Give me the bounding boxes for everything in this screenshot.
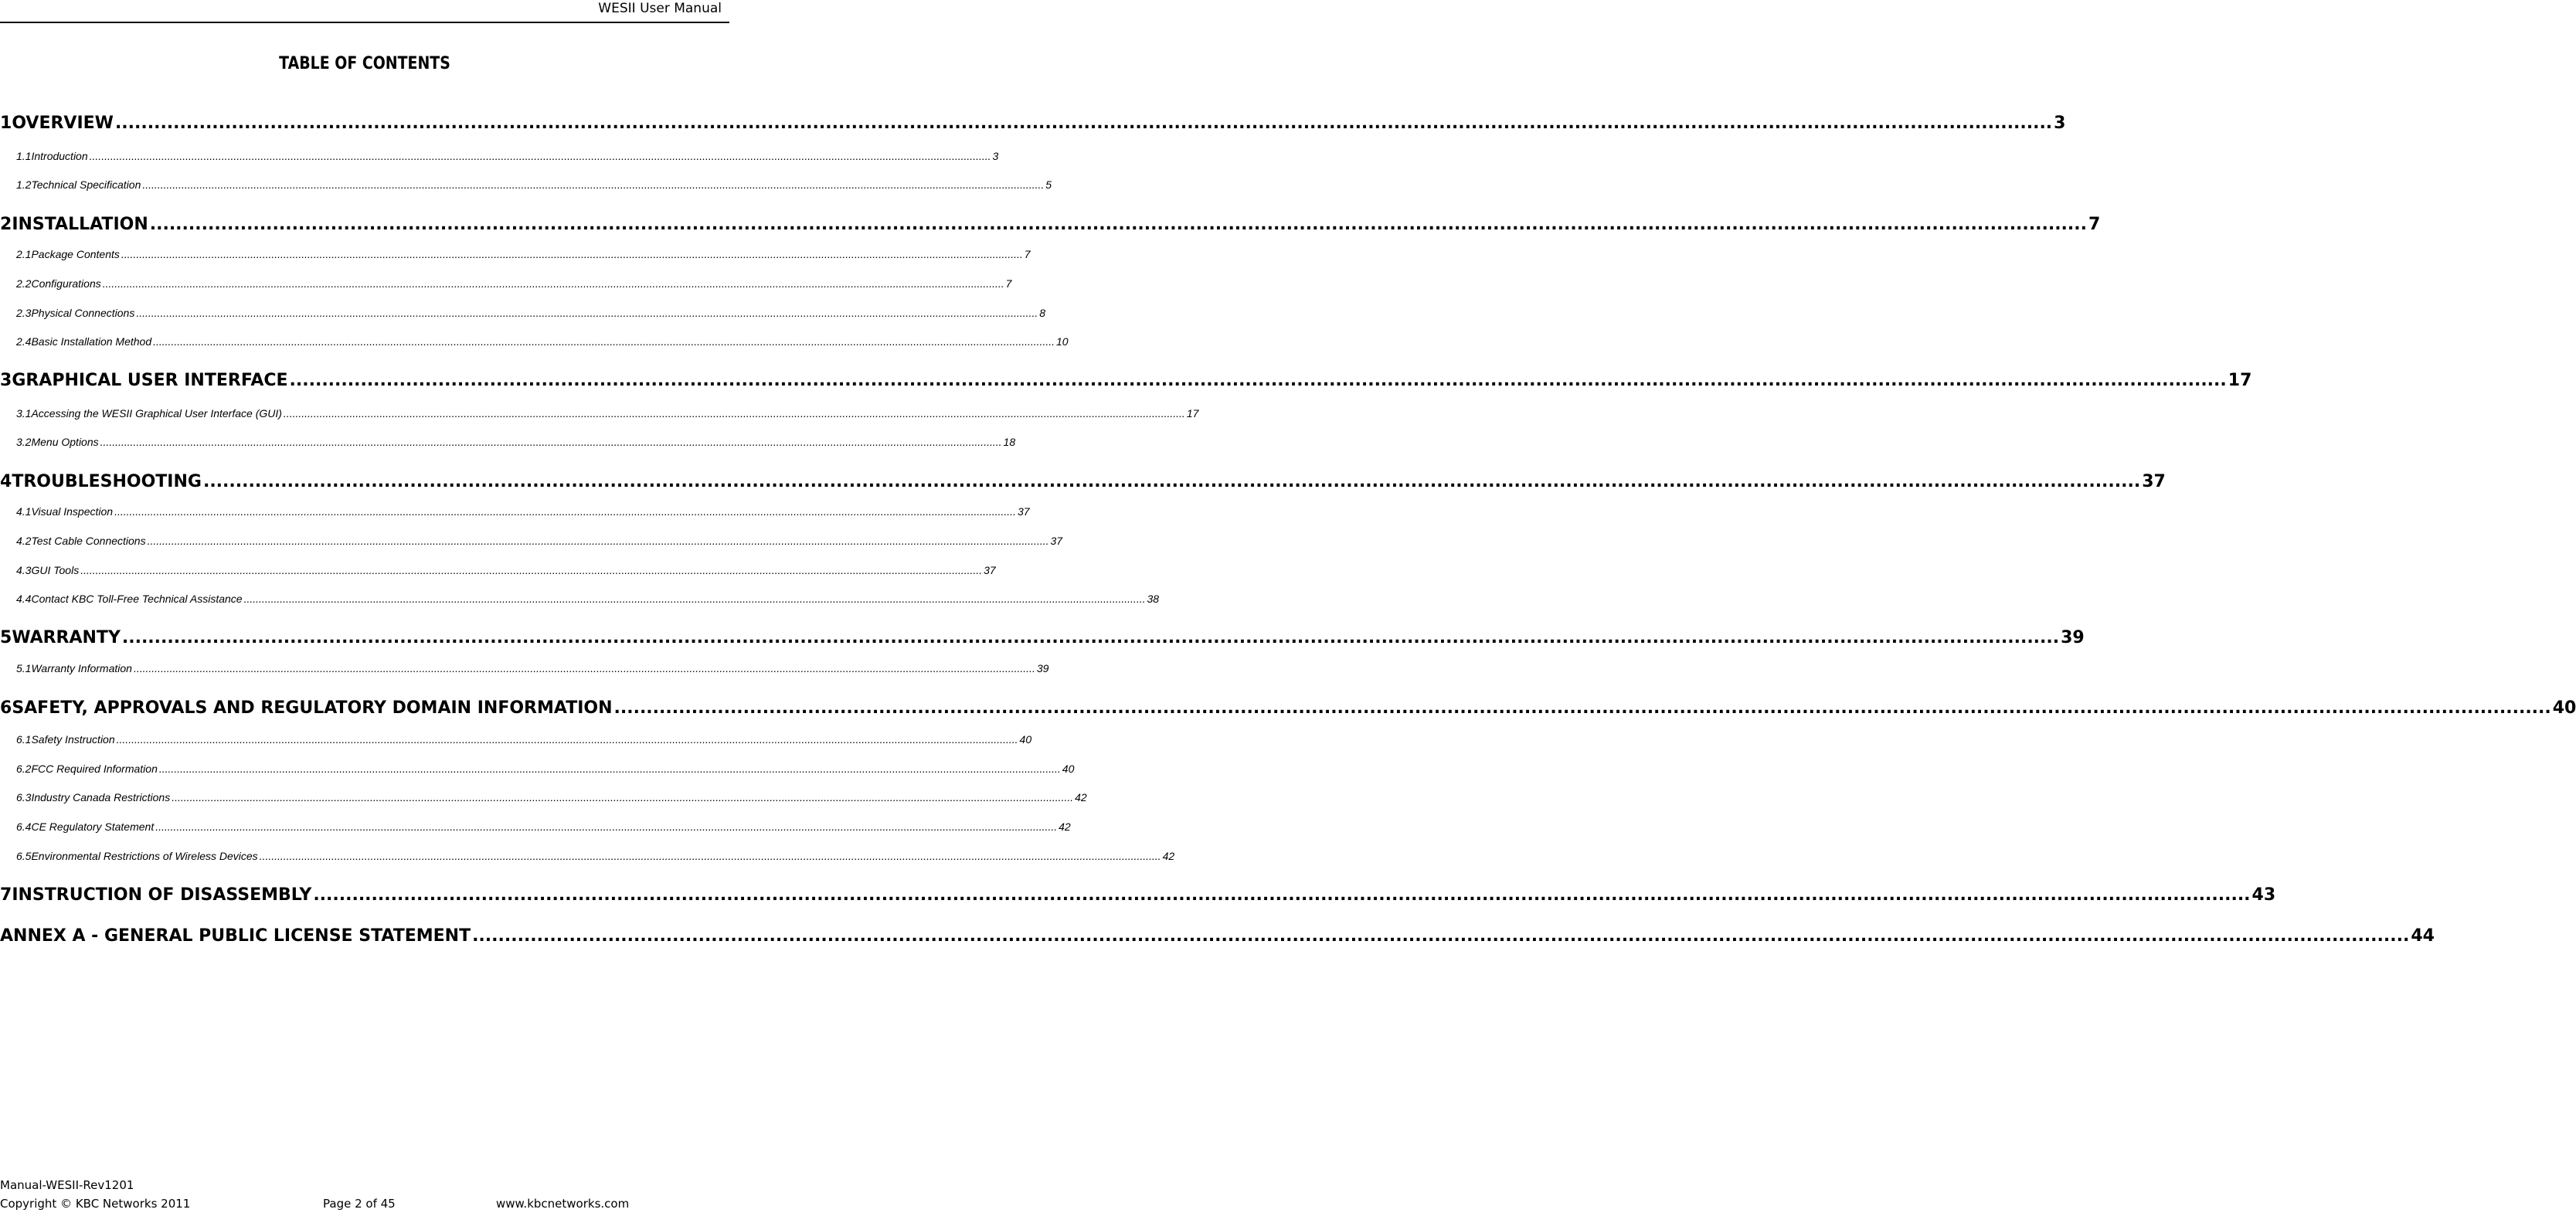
toc-entry-title: WARRANTY — [12, 628, 121, 647]
toc-entry[interactable] — [16, 277, 1012, 290]
toc-entry-number: 3.1 — [16, 407, 32, 420]
toc-entry[interactable] — [16, 593, 1160, 605]
toc-leader-dots: ............................................................................................................................................................................................................................................................................................................ — [259, 850, 1161, 862]
toc-entry-number: 6.2 — [16, 763, 32, 775]
toc-entry[interactable] — [16, 763, 1075, 775]
toc-entry-number: 4.4 — [16, 593, 32, 605]
toc-entry[interactable] — [0, 628, 2085, 647]
toc-entry-number: 4.2 — [16, 535, 32, 547]
toc-entry-page: 40 — [2552, 698, 2576, 718]
toc-entry-title: INSTALLATION — [12, 215, 148, 234]
toc-entry-page: 40 — [1019, 733, 1032, 746]
toc-entry[interactable] — [0, 114, 2066, 133]
toc-leader-dots: ............................................................................................................................................................................................................................................................................................................ — [149, 215, 2087, 234]
toc-entry-title: Configurations — [31, 277, 101, 290]
toc-entry-number: 2.2 — [16, 277, 32, 290]
toc-entry-title: Introduction — [31, 150, 88, 162]
toc-leader-dots: ............................................................................................................................................................................................................................................................................................................ — [102, 277, 1004, 290]
toc-entry-title: Visual Inspection — [31, 505, 114, 518]
toc-entry-number: 2 — [0, 215, 12, 234]
running-header: WESII User Manual — [598, 1, 722, 16]
toc-entry-title: Technical Specification — [31, 178, 141, 191]
toc-entry-title: Basic Installation Method — [31, 335, 152, 348]
toc-entry-title: SAFETY, APPROVALS AND REGULATORY DOMAIN INFORMATION — [12, 698, 613, 718]
toc-entry-number: 4.3 — [16, 564, 32, 576]
toc-entry-page: 42 — [1059, 820, 1071, 833]
toc-entry-title: Environmental Restrictions of Wireless Devices — [31, 850, 258, 862]
toc-entry[interactable] — [16, 850, 1175, 862]
toc-entry-title: TROUBLESHOOTING — [12, 472, 202, 491]
toc-entry-page: 44 — [2411, 926, 2435, 946]
toc-entry[interactable] — [16, 733, 1032, 746]
toc-entry-page: 3 — [2054, 114, 2066, 133]
toc-entry-page: 7 — [2088, 215, 2101, 234]
toc-entry-number: 2.4 — [16, 335, 32, 348]
toc-entry[interactable] — [16, 307, 1046, 319]
toc-leader-dots: ............................................................................................................................................................................................................................................................................................................ — [158, 763, 1061, 775]
toc-title: TABLE OF CONTENTS — [279, 54, 450, 73]
toc-entry-title: Contact KBC Toll-Free Technical Assistance — [31, 593, 243, 605]
toc-entry-title: Menu Options — [31, 436, 99, 448]
footer-page-number: Page 2 of 45 — [323, 1197, 396, 1211]
toc-entry-page: 7 — [1024, 248, 1031, 260]
toc-leader-dots: ............................................................................................................................................................................................................................................................................................................ — [313, 885, 2251, 905]
toc-leader-dots: ............................................................................................................................................................................................................................................................................................................ — [613, 698, 2551, 718]
toc-entry[interactable] — [0, 371, 2252, 390]
toc-entry-title: OVERVIEW — [12, 114, 114, 133]
toc-entry[interactable] — [0, 885, 2276, 905]
toc-entry-title: Physical Connections — [31, 307, 135, 319]
toc-entry-number: 6.4 — [16, 820, 32, 833]
toc-leader-dots: ............................................................................................................................................................................................................................................................................................................ — [80, 564, 983, 576]
toc-entry-page: 37 — [2142, 472, 2166, 491]
toc-leader-dots: ............................................................................................................................................................................................................................................................................................................ — [89, 150, 991, 162]
toc-entry[interactable] — [0, 698, 2576, 718]
toc-leader-dots: ............................................................................................................................................................................................................................................................................................................ — [114, 505, 1016, 518]
toc-entry-title: GRAPHICAL USER INTERFACE — [12, 371, 288, 390]
toc-entry-number: 1.1 — [16, 150, 32, 162]
toc-entry-title: Accessing the WESII Graphical User Interface (GUI) — [31, 407, 282, 420]
toc-entry-title: FCC Required Information — [31, 763, 158, 775]
toc-entry-title: GUI Tools — [31, 564, 80, 576]
toc-leader-dots: ............................................................................................................................................................................................................................................................................................................ — [153, 335, 1055, 348]
toc-entry-page: 39 — [1036, 662, 1049, 674]
toc-leader-dots: ............................................................................................................................................................................................................................................................................................................ — [116, 733, 1018, 746]
toc-entry-number: 3 — [0, 371, 12, 390]
toc-leader-dots: ............................................................................................................................................................................................................................................................................................................ — [202, 472, 2141, 491]
toc-entry[interactable] — [16, 178, 1052, 191]
toc-entry-number: 2.3 — [16, 307, 32, 319]
toc-entry-number: 5 — [0, 628, 12, 647]
toc-entry-page: 8 — [1039, 307, 1046, 319]
toc-entry-title: Warranty Information — [31, 662, 132, 674]
toc-entry-title: Test Cable Connections — [31, 535, 146, 547]
toc-entry-page: 43 — [2251, 885, 2276, 905]
toc-entry-number: 4.1 — [16, 505, 32, 518]
header-rule — [0, 22, 729, 23]
toc-leader-dots: ............................................................................................................................................................................................................................................................................................................ — [155, 820, 1058, 833]
toc-entry[interactable] — [16, 407, 1199, 420]
toc-entry-page: 17 — [2228, 371, 2252, 390]
toc-leader-dots: ............................................................................................................................................................................................................................................................................................................ — [100, 436, 1002, 448]
toc-entry-page: 7 — [1005, 277, 1012, 290]
toc-leader-dots: ............................................................................................................................................................................................................................................................................................................ — [136, 307, 1038, 319]
toc-entry-number: 5.1 — [16, 662, 32, 674]
toc-entry-page: 5 — [1045, 178, 1052, 191]
toc-leader-dots: ............................................................................................................................................................................................................................................................................................................ — [121, 248, 1023, 260]
toc-entry[interactable] — [0, 472, 2166, 491]
toc-leader-dots: ............................................................................................................................................................................................................................................................................................................ — [147, 535, 1049, 547]
toc-entry-page: 38 — [1147, 593, 1160, 605]
toc-entry[interactable] — [16, 248, 1031, 260]
toc-entry[interactable] — [16, 436, 1016, 448]
toc-entry[interactable] — [16, 564, 996, 576]
toc-entry-number: 6.5 — [16, 850, 32, 862]
toc-entry[interactable] — [16, 791, 1087, 803]
footer-doc-id: Manual-WESII-Rev1201 — [0, 1178, 134, 1192]
toc-leader-dots: ............................................................................................................................................................................................................................................................................................................ — [283, 407, 1185, 420]
toc-entry-number: 6.3 — [16, 791, 32, 803]
toc-entry-title: Safety Instruction — [31, 733, 115, 746]
toc-entry-page: 40 — [1062, 763, 1075, 775]
toc-entry-page: 17 — [1186, 407, 1199, 420]
toc-leader-dots: ............................................................................................................................................................................................................................................................................................................ — [114, 114, 2053, 133]
footer-website: www.kbcnetworks.com — [496, 1197, 630, 1211]
toc-entry-number: 6.1 — [16, 733, 32, 746]
toc-entry-page: 39 — [2061, 628, 2085, 647]
toc-entry[interactable] — [16, 505, 1030, 518]
toc-leader-dots: ............................................................................................................................................................................................................................................................................................................ — [243, 593, 1146, 605]
toc-entry-number: 2.1 — [16, 248, 32, 260]
toc-leader-dots: ............................................................................................................................................................................................................................................................................................................ — [133, 662, 1035, 674]
toc-entry-page: 42 — [1075, 791, 1087, 803]
toc-entry-number: 7 — [0, 885, 12, 905]
toc-entry[interactable] — [0, 215, 2101, 234]
toc-entry[interactable] — [16, 535, 1063, 547]
toc-leader-dots: ............................................................................................................................................................................................................................................................................................................ — [172, 791, 1074, 803]
toc-entry-number: 1.2 — [16, 178, 32, 191]
toc-entry[interactable] — [16, 662, 1049, 674]
toc-entry-page: 42 — [1162, 850, 1175, 862]
toc-leader-dots: ............................................................................................................................................................................................................................................................................................................ — [142, 178, 1045, 191]
toc-entry-number: 3.2 — [16, 436, 32, 448]
toc-entry-page: 10 — [1056, 335, 1069, 348]
toc-entry-page: 37 — [984, 564, 996, 576]
toc-entry-number: 4 — [0, 472, 12, 491]
toc-entry-title: Package Contents — [31, 248, 120, 260]
toc-entry-title: INSTRUCTION OF DISASSEMBLY — [12, 885, 312, 905]
toc-entry[interactable] — [16, 150, 999, 162]
toc-entry[interactable] — [16, 335, 1069, 348]
toc-entry-title: CE Regulatory Statement — [31, 820, 155, 833]
toc-entry-number: 6 — [0, 698, 12, 718]
toc-entry-title: Industry Canada Restrictions — [31, 791, 171, 803]
toc-entry-page: 37 — [1017, 505, 1030, 518]
toc-leader-dots: ............................................................................................................................................................................................................................................................................................................ — [289, 371, 2227, 390]
toc-entry[interactable] — [0, 926, 2435, 946]
toc-entry-title: ANNEX A - GENERAL PUBLIC LICENSE STATEMENT — [0, 926, 471, 946]
toc-entry-page: 37 — [1050, 535, 1063, 547]
footer-copyright: Copyright © KBC Networks 2011 — [0, 1197, 191, 1211]
toc-leader-dots: ............................................................................................................................................................................................................................................................................................................ — [121, 628, 2060, 647]
toc-entry-page: 3 — [992, 150, 999, 162]
toc-entry-number: 1 — [0, 114, 12, 133]
toc-entry[interactable] — [16, 820, 1071, 833]
toc-leader-dots: ............................................................................................................................................................................................................................................................................................................ — [472, 926, 2410, 946]
toc-entry-page: 18 — [1003, 436, 1016, 448]
